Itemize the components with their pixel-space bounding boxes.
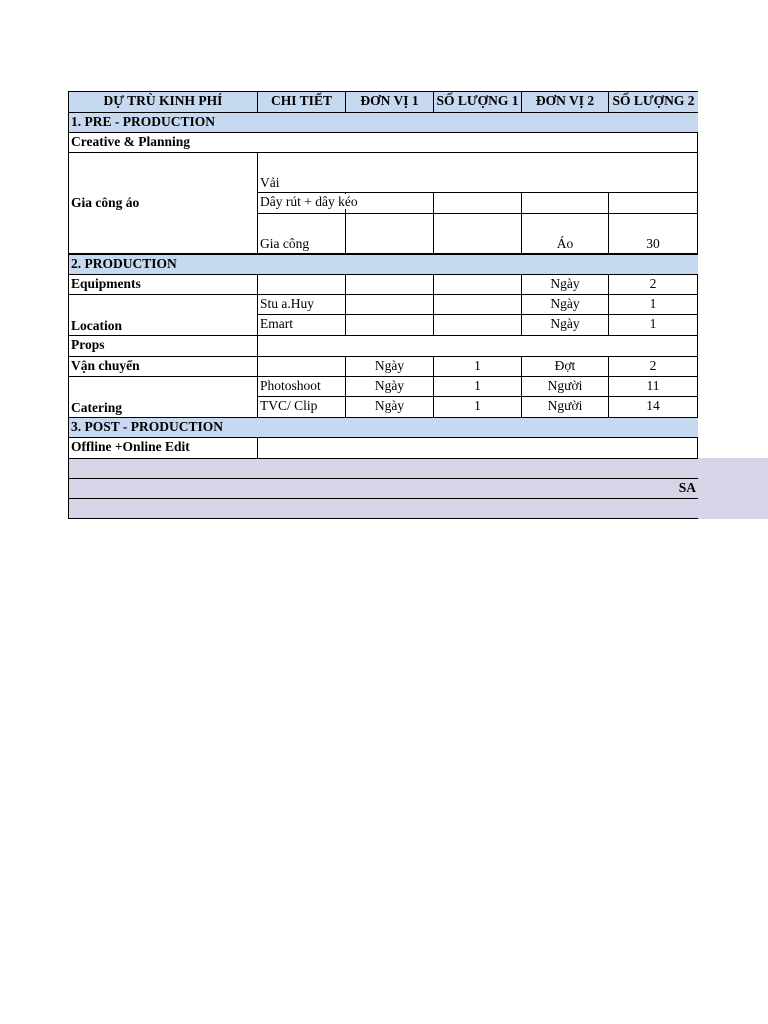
cell-day-rut-unit1[interactable] [345, 192, 434, 214]
cell-location-unit2-2[interactable]: Ngày [521, 314, 609, 336]
cell-equipments-unit2[interactable]: Ngày [521, 274, 609, 295]
cell-gia-cong-qty2[interactable] [608, 213, 698, 254]
cell-location-unit1-1[interactable] [345, 294, 434, 315]
cell-equipments-unit1[interactable] [345, 274, 434, 295]
cell-location-detail-2[interactable]: Emart [257, 314, 346, 336]
cell-van-chuyen-unit1[interactable]: Ngày [345, 356, 434, 377]
cell-location-qty2-1[interactable]: 1 [608, 294, 698, 315]
row-creative-planning[interactable]: Creative & Planning [68, 132, 698, 153]
cell-catering-qty2-1[interactable]: 11 [608, 376, 698, 397]
summary-row-2[interactable] [68, 478, 698, 499]
gia-cong-label: Gia công [260, 236, 310, 251]
cell-catering-unit2-2[interactable]: Người [521, 396, 609, 418]
summary-row-1[interactable] [68, 458, 698, 479]
cell-catering-qty2-2[interactable]: 14 [608, 396, 698, 418]
cell-location-unit1-2[interactable] [345, 314, 434, 336]
header-cell-budget[interactable]: DỰ TRÙ KINH PHÍ [68, 91, 258, 113]
cell-catering[interactable] [68, 376, 258, 418]
cell-catering-unit1-1[interactable]: Ngày [345, 376, 434, 397]
day-rut-label: Dây rút + dây kéo [260, 194, 358, 209]
cell-equipments-detail[interactable] [257, 274, 346, 295]
cell-catering-unit1-2[interactable]: Ngày [345, 396, 434, 418]
cell-day-rut-qty2[interactable] [608, 192, 698, 214]
summary-row-3[interactable] [68, 498, 698, 519]
cell-van-chuyen-qty1[interactable]: 1 [433, 356, 522, 377]
cell-catering-qty1-2[interactable]: 1 [433, 396, 522, 418]
section-post-production[interactable]: 3. POST - PRODUCTION [68, 417, 698, 438]
cell-day-rut-unit2[interactable] [521, 192, 609, 214]
cell-location-qty1-2[interactable] [433, 314, 522, 336]
cell-day-rut[interactable] [257, 192, 358, 214]
cell-location-unit2-1[interactable]: Ngày [521, 294, 609, 315]
cell-gia-cong-unit1[interactable] [345, 213, 434, 254]
cell-equipments[interactable]: Equipments [68, 274, 258, 295]
cell-van-chuyen-unit2[interactable]: Đợt [521, 356, 609, 377]
vai-label: Vải [260, 175, 280, 190]
cell-location-qty1-1[interactable] [433, 294, 522, 315]
cell-catering-unit2-1[interactable]: Người [521, 376, 609, 397]
cell-gia-cong-qty1[interactable] [433, 213, 522, 254]
cell-vai[interactable] [257, 152, 698, 193]
location-label: Location [71, 318, 123, 333]
cell-catering-detail-2[interactable]: TVC/ Clip [257, 396, 346, 418]
cell-location-detail-1[interactable]: Stu a.Huy [257, 294, 346, 315]
cell-location[interactable] [68, 294, 258, 336]
cell-van-chuyen[interactable]: Vận chuyển [68, 356, 258, 377]
section-production[interactable]: 2. PRODUCTION [68, 254, 698, 275]
cell-van-chuyen-detail[interactable] [257, 356, 346, 377]
cell-van-chuyen-qty2[interactable]: 2 [608, 356, 698, 377]
cell-props-detail[interactable] [257, 335, 698, 357]
catering-label: Catering [71, 400, 122, 415]
header-cell-unit2[interactable]: ĐƠN VỊ 2 [521, 91, 609, 113]
gia-cong-qty2-value: 30 [646, 236, 660, 251]
cell-gia-cong[interactable] [257, 213, 346, 254]
cell-props[interactable]: Props [68, 335, 258, 357]
cell-gia-cong-ao[interactable] [68, 152, 258, 254]
cell-catering-detail-1[interactable]: Photoshoot [257, 376, 346, 397]
cell-equipments-qty1[interactable] [433, 274, 522, 295]
cell-offline-online-detail[interactable] [257, 437, 698, 459]
summary-overflow-fill [697, 458, 768, 519]
cell-day-rut-qty1[interactable] [433, 192, 522, 214]
gia-cong-unit2-value: Áo [556, 236, 574, 251]
header-cell-unit1[interactable]: ĐƠN VỊ 1 [345, 91, 434, 113]
cell-location-qty2-2[interactable]: 1 [608, 314, 698, 336]
cell-equipments-qty2[interactable]: 2 [608, 274, 698, 295]
header-cell-qty2[interactable]: SỐ LƯỢNG 2 [608, 91, 698, 113]
header-cell-detail[interactable]: CHI TIẾT [257, 91, 346, 113]
cell-offline-online-edit[interactable]: Offline +Online Edit [68, 437, 258, 459]
section-pre-production[interactable]: 1. PRE - PRODUCTION [68, 112, 698, 133]
summary-row-2-label: SA [678, 480, 696, 495]
gia-cong-ao-label: Gia công áo [71, 195, 140, 210]
cell-gia-cong-unit2[interactable] [521, 213, 609, 254]
cell-catering-qty1-1[interactable]: 1 [433, 376, 522, 397]
header-cell-qty1[interactable]: SỐ LƯỢNG 1 [433, 91, 522, 113]
